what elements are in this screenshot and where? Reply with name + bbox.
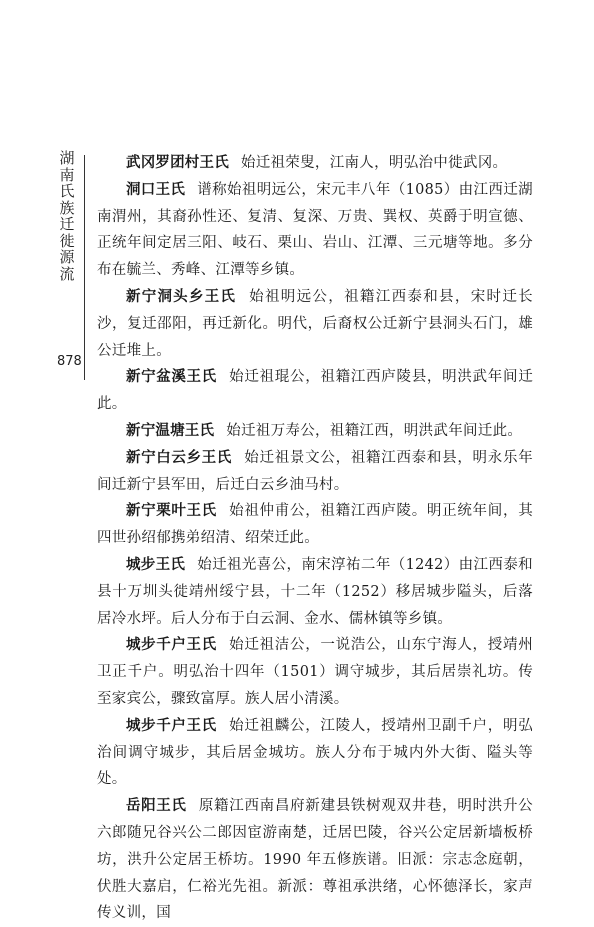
- clan-description: 始迁祖景文公，祖籍江西泰和县，明永乐年间迁新宁县军田，后迁白云乡油马村。: [97, 449, 534, 493]
- margin-rule: [84, 155, 85, 380]
- clan-entry: [97, 445, 533, 499]
- clan-name: 洞口王氏: [126, 181, 186, 198]
- clan-name: 武冈罗团村王氏: [126, 155, 229, 171]
- clan-name: 城步千户王氏: [126, 717, 217, 734]
- clan-description: 始迁祖洁公，一说浩公，山东宁海人，授靖州卫正千户。明弘治十四年（1501）调守城步，其后居崇礼坊。传至家宾公，骤致富厚。族人居小清溪。: [97, 637, 534, 707]
- clan-entry: [97, 793, 533, 927]
- clan-description: 始祖明远公，祖籍江西泰和县，宋时迁长沙，复迁邵阳，再迁新化。明代，后裔权公迁新宁县洞头石门，雄公迁堆上。: [97, 288, 533, 359]
- clan-name: 岳阳王氏: [126, 798, 187, 815]
- clan-entry: [97, 418, 533, 445]
- clan-name: 新宁白云乡王氏: [126, 449, 232, 466]
- clan-description: 始迁祖光喜公，南宋淳祐二年（1242）由江西泰和县十万圳头徙靖州绥宁县，十二年（1252）移居城步隘头，后落居冷水坪。后人分布于白云洞、金水、儒林镇等乡镇。: [97, 556, 533, 627]
- page-body: [97, 150, 533, 927]
- clan-entry: [97, 552, 533, 632]
- clan-name: 城步王氏: [126, 556, 186, 573]
- page-number: 878: [57, 354, 82, 369]
- clan-name: 城步千户王氏: [126, 637, 217, 654]
- clan-name: 新宁温塘王氏: [126, 422, 215, 439]
- clan-description: 始迁祖麟公，江陵人，授靖州卫副千户，明弘治间调守城步，其后居金城坊。族人分布于城内外大街、隘头等处。: [97, 717, 534, 788]
- clan-entry: [97, 498, 533, 552]
- clan-entry: [97, 713, 533, 793]
- clan-description: 始迁祖万寿公，祖籍江西，明洪武年间迁此。: [226, 422, 523, 439]
- clan-description: 谱称始祖明远公，宋元丰八年（1085）由江西迁湖南渭州，其裔孙性还、复清、复深、万贵、巽权、英爵于明宣德、正统年间定居三阳、岐石、栗山、岩山、江潭、三元塘等地。多分布在毓兰、秀峰、江潭等乡镇。: [97, 181, 533, 279]
- clan-entry: [97, 177, 533, 284]
- clan-entry: [97, 150, 533, 177]
- clan-name: 新宁洞头乡王氏: [126, 288, 237, 305]
- clan-name: 新宁栗叶王氏: [126, 503, 217, 520]
- clan-entry: [97, 632, 533, 712]
- clan-entry: [97, 284, 533, 364]
- clan-entry: [97, 364, 533, 418]
- running-title: 湖南氏族迁徙源流: [59, 149, 75, 283]
- clan-name: 新宁盆溪王氏: [126, 369, 217, 386]
- clan-description: 原籍江西南昌府新建县铁树观双井巷，明时洪升公六郎随兄谷兴公二郎因宦游南楚，迁居巴陵，谷兴公定居新墙板桥坊，洪升公定居王桥坊。1990 年五修族谱。旧派：宗志念庭朝，伏胜大嘉启，仁裕光先祖。新派：尊祖承洪绪，心怀德泽长，家声传义训，国: [97, 798, 533, 922]
- clan-description: 始迁祖琨公，祖籍江西庐陵县，明洪武年间迁此。: [97, 369, 534, 413]
- clan-description: 始迁祖荣叟，江南人，明弘治中徙武冈。: [240, 155, 508, 171]
- clan-description: 始祖仲甫公，祖籍江西庐陵。明正统年间，其四世孙绍郁携弟绍清、绍荣迁此。: [97, 503, 534, 547]
